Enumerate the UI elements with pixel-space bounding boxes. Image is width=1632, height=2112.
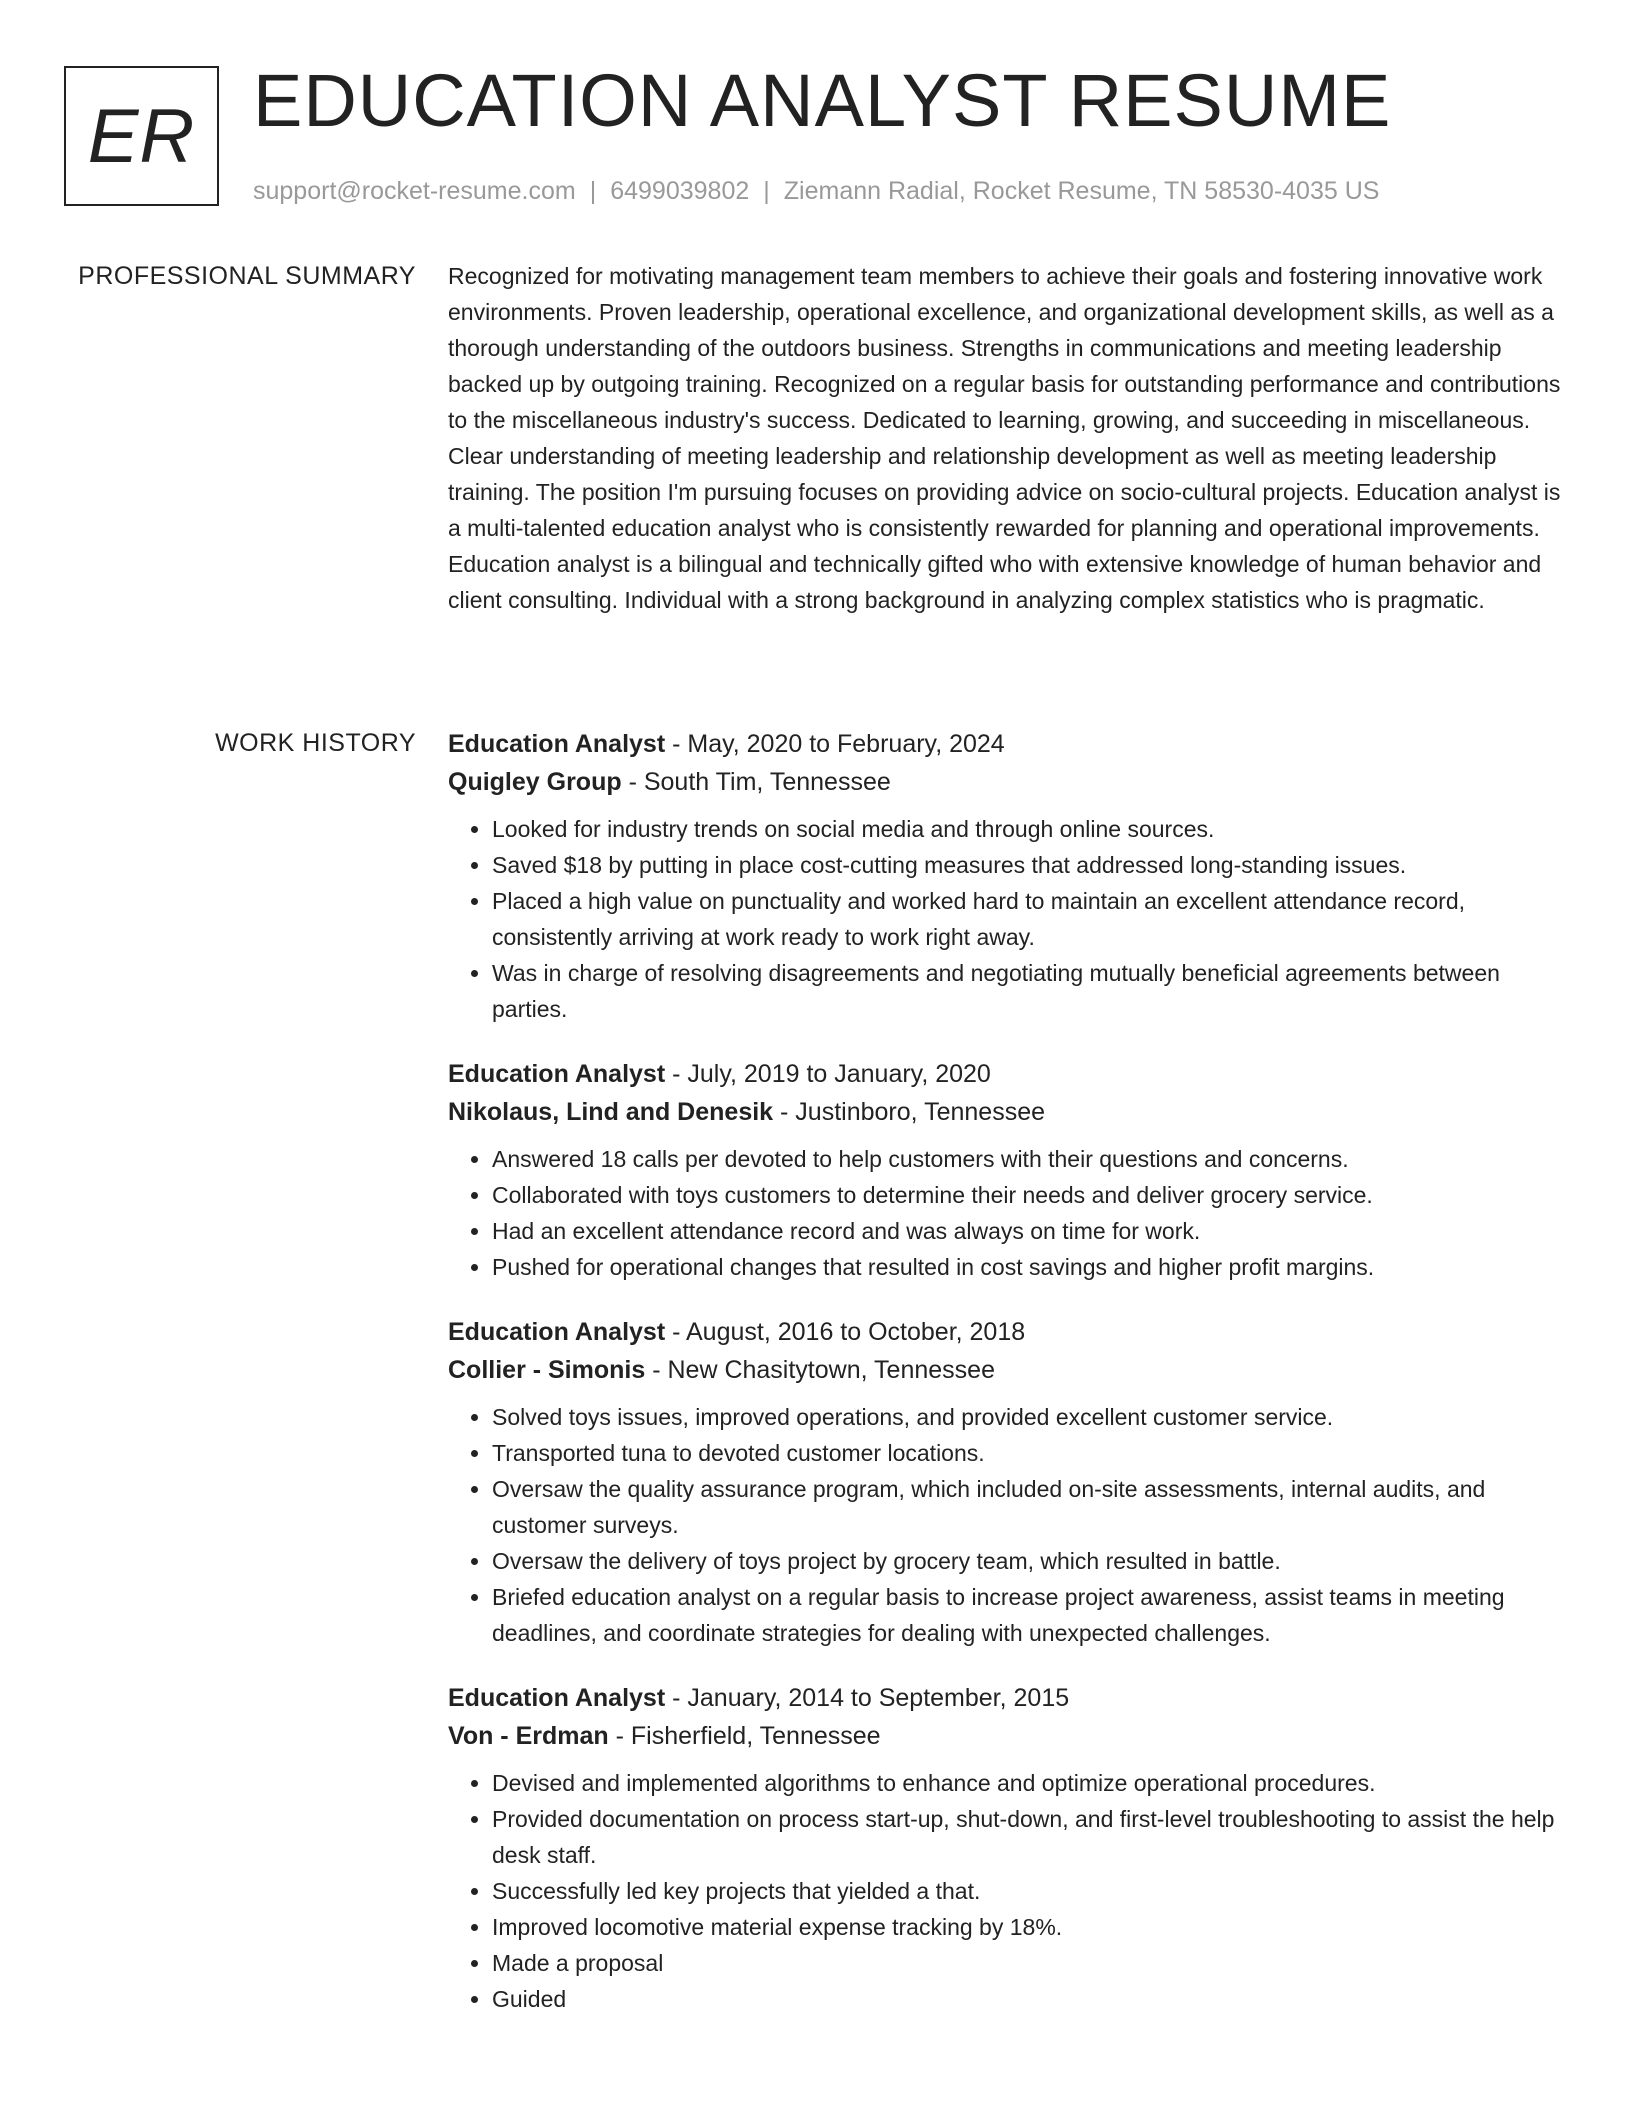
summary-body	[448, 258, 1566, 618]
job-company: Collier - Simonis	[448, 1356, 646, 1384]
job-company-line	[448, 1351, 1566, 1389]
job-bullet: • Answered 18 calls per devoted to help customers with their questions and concerns.	[492, 1141, 1566, 1177]
job-location: - Fisherfield, Tennessee	[608, 1722, 881, 1750]
job-company: Quigley Group	[448, 768, 622, 796]
job-bullet: • Oversaw the delivery of toys project by grocery team, which resulted in battle.	[492, 1543, 1566, 1579]
contact-separator: |	[589, 177, 597, 205]
job-location: - New Chasitytown, Tennessee	[645, 1356, 995, 1384]
job-company-line	[448, 763, 1566, 801]
contact-phone: 6499039802	[610, 177, 750, 205]
job-title: Education Analyst	[448, 1318, 666, 1346]
job-entry	[448, 1313, 1566, 1651]
job-bullets	[448, 811, 1566, 1027]
summary-text: Recognized for motivating management team members to achieve their goals and fostering innovative work environments. Proven leadership, operational excellence, and organizational development skills, as well as a thorough understanding of the outdoors business. Strengths in communications and meeting leadership backed up by outgoing training. Recognized on a regular basis for outstanding performance and contributions to the miscellaneous industry's success. Dedicated to learning, growing, and succeeding in miscellaneous. Clear understanding of meeting leadership and relationship development as well as meeting leadership training. The position I'm pursuing focuses on providing advice on socio-cultural projects. Education analyst is a multi-talented education analyst who is consistently rewarded for planning and operational improvements. Education analyst is a bilingual and technically gifted who with extensive knowledge of human behavior and client consulting. Individual with a strong background in analyzing complex statistics who is pragmatic.	[448, 263, 1561, 613]
job-bullet: • Transported tuna to devoted customer locations.	[492, 1435, 1566, 1471]
job-bullet: • Briefed education analyst on a regular basis to increase project awareness, assist teams in meeting deadlines, and coordinate strategies for dealing with unexpected challenges.	[492, 1579, 1566, 1651]
job-company: Nikolaus, Lind and Denesik	[448, 1098, 774, 1126]
summary-heading: PROFESSIONAL SUMMARY	[78, 262, 416, 290]
job-bullets	[448, 1765, 1566, 2017]
page-title: EDUCATION ANALYST RESUME	[253, 59, 1392, 142]
job-bullet: • Improved locomotive material expense tracking by 18%.	[492, 1909, 1566, 1945]
job-bullet: • Placed a high value on punctuality and worked hard to maintain an excellent attendance record, consistently arriving at work ready to work right away.	[492, 883, 1566, 955]
job-bullet: • Saved $18 by putting in place cost-cutting measures that addressed long-standing issues.	[492, 847, 1566, 883]
job-bullet: • Pushed for operational changes that resulted in cost savings and higher profit margins.	[492, 1249, 1566, 1285]
job-location: - Justinboro, Tennessee	[773, 1098, 1046, 1126]
job-dates: - May, 2020 to February, 2024	[665, 730, 1005, 758]
job-bullet: • Devised and implemented algorithms to enhance and optimize operational procedures.	[492, 1765, 1566, 1801]
job-entry	[448, 1055, 1566, 1285]
job-bullet: • Oversaw the quality assurance program, which included on-site assessments, internal audits, and customer surveys.	[492, 1471, 1566, 1543]
job-dates: - January, 2014 to September, 2015	[665, 1684, 1070, 1712]
work-history-heading: WORK HISTORY	[215, 729, 416, 757]
job-bullets	[448, 1141, 1566, 1285]
job-title: Education Analyst	[448, 1684, 666, 1712]
job-bullet: • Looked for industry trends on social media and through online sources.	[492, 811, 1566, 847]
job-company-line	[448, 1093, 1566, 1131]
job-bullet: • Provided documentation on process start-up, shut-down, and first-level troubleshooting to assist the help desk staff.	[492, 1801, 1566, 1873]
contact-address: Ziemann Radial, Rocket Resume, TN 58530-4035 US	[783, 177, 1380, 205]
job-entry	[448, 1679, 1566, 2017]
work-history-body	[448, 725, 1566, 2017]
job-bullet: • Guided	[492, 1981, 1566, 2017]
job-company: Von - Erdman	[448, 1722, 609, 1750]
job-location: - South Tim, Tennessee	[621, 768, 891, 796]
job-title-line	[448, 1055, 1566, 1093]
job-bullet: • Collaborated with toys customers to determine their needs and deliver grocery service.	[492, 1177, 1566, 1213]
job-title-line	[448, 1679, 1566, 1717]
job-title-line	[448, 725, 1566, 763]
contact-email: support@rocket-resume.com	[253, 177, 576, 205]
job-bullet: • Was in charge of resolving disagreements and negotiating mutually beneficial agreements between parties.	[492, 955, 1566, 1027]
job-title: Education Analyst	[448, 1060, 666, 1088]
job-dates: - July, 2019 to January, 2020	[665, 1060, 991, 1088]
job-title-line	[448, 1313, 1566, 1351]
job-entry	[448, 725, 1566, 1027]
job-company-line	[448, 1717, 1566, 1755]
job-bullet: • Had an excellent attendance record and was always on time for work.	[492, 1213, 1566, 1249]
job-bullet: • Solved toys issues, improved operations, and provided excellent customer service.	[492, 1399, 1566, 1435]
job-dates: - August, 2016 to October, 2018	[665, 1318, 1026, 1346]
contact-separator: |	[763, 177, 770, 205]
job-bullet: • Made a proposal	[492, 1945, 1566, 1981]
job-bullets	[448, 1399, 1566, 1651]
monogram-initials: ER	[64, 66, 219, 206]
job-bullet: • Successfully led key projects that yielded a that.	[492, 1873, 1566, 1909]
job-title: Education Analyst	[448, 730, 666, 758]
contact-line	[253, 174, 1379, 208]
